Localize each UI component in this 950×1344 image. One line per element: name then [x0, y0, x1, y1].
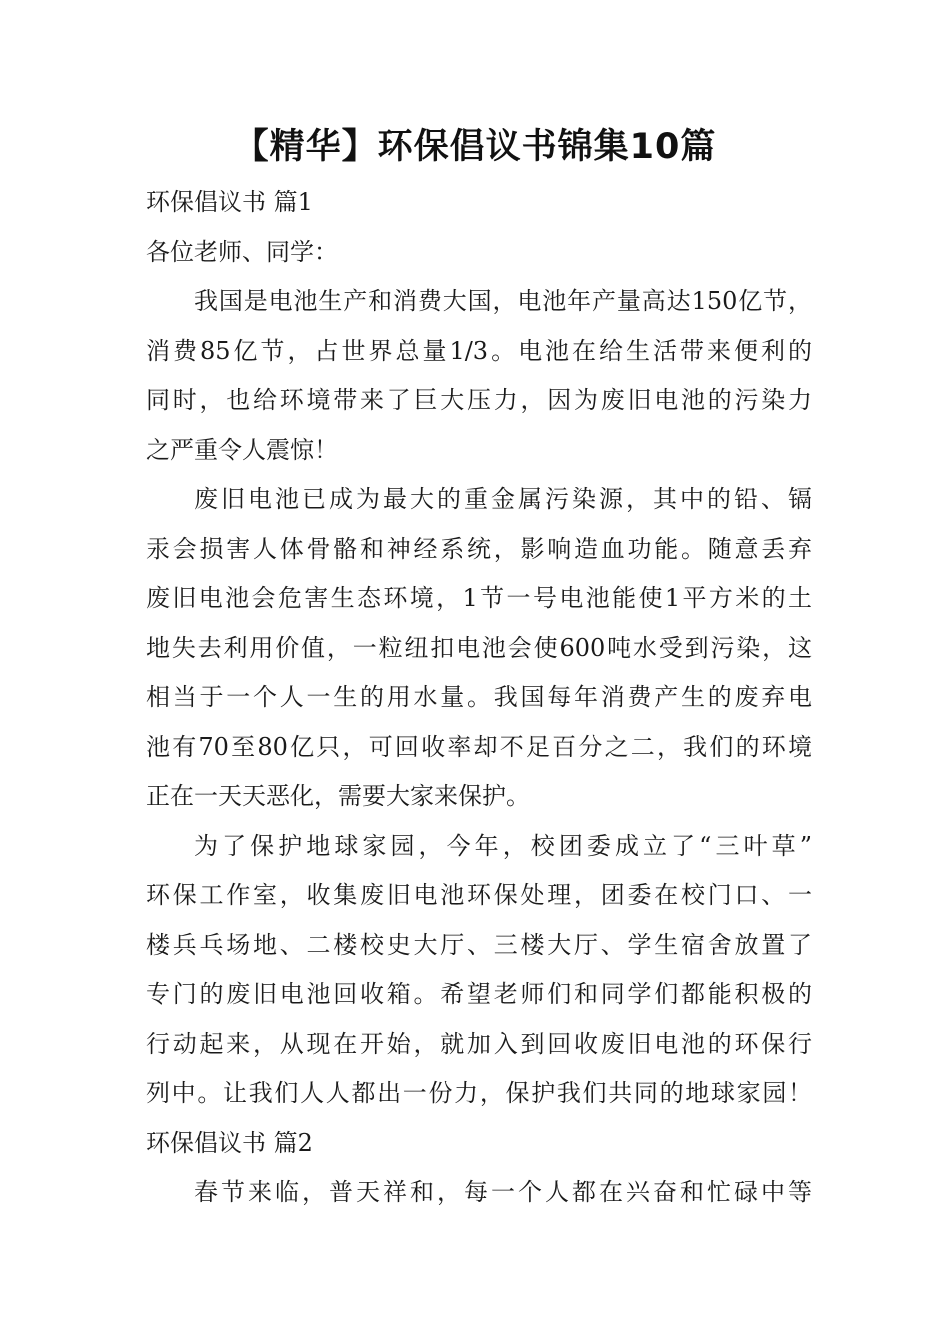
text-line: 我国是电池生产和消费大国，电池年产量高达150亿节， — [194, 287, 812, 315]
text-line: 废旧电池已成为最大的重金属污染源，其中的铅、镉 — [194, 485, 812, 513]
text-line: 环保倡议书 篇2 — [146, 1128, 313, 1157]
text-line: 同时，也给环境带来了巨大压力，因为废旧电池的污染力 — [146, 386, 812, 414]
text-line: 春节来临，普天祥和，每一个人都在兴奋和忙碌中等 — [194, 1178, 812, 1206]
text-line: 池有70至80亿只，可回收率却不足百分之二，我们的环境 — [146, 732, 812, 761]
text-line: 各位老师、同学： — [146, 237, 338, 266]
text-line: 废旧电池会危害生态环境，1节一号电池能使1平方米的土 — [146, 584, 812, 612]
document-body — [146, 178, 812, 1218]
text-line: 楼兵乓场地、二楼校史大厅、三楼大厅、学生宿舍放置了 — [146, 930, 812, 959]
text-line: 地失去利用价值，一粒纽扣电池会使600吨水受到污染，这 — [146, 633, 812, 662]
document-title: 【精华】环保倡议书锦集10篇 — [233, 127, 717, 167]
text-line: 为了保护地球家园，今年，校团委成立了“三叶草” — [194, 831, 812, 860]
text-line: 正在一天天恶化，需要大家来保护。 — [146, 782, 530, 810]
text-line: 消费85亿节，占世界总量1/3。电池在给生活带来便利的 — [146, 336, 812, 365]
text-line: 行动起来，从现在开始，就加入到回收废旧电池的环保行 — [146, 1029, 812, 1058]
text-line: 相当于一个人一生的用水量。我国每年消费产生的废弃电 — [146, 683, 812, 711]
text-line: 之严重令人震惊！ — [146, 435, 338, 464]
text-line: 汞会损害人体骨骼和神经系统，影响造血功能。随意丢弃 — [146, 534, 812, 563]
text-line: 环保工作室，收集废旧电池环保处理，团委在校门口、一 — [146, 881, 812, 909]
text-line: 列中。让我们人人都出一份力，保护我们共同的地球家园！ — [146, 1079, 812, 1107]
text-line: 环保倡议书 篇1 — [146, 188, 313, 216]
text-line: 专门的废旧电池回收箱。希望老师们和同学们都能积极的 — [146, 980, 812, 1008]
